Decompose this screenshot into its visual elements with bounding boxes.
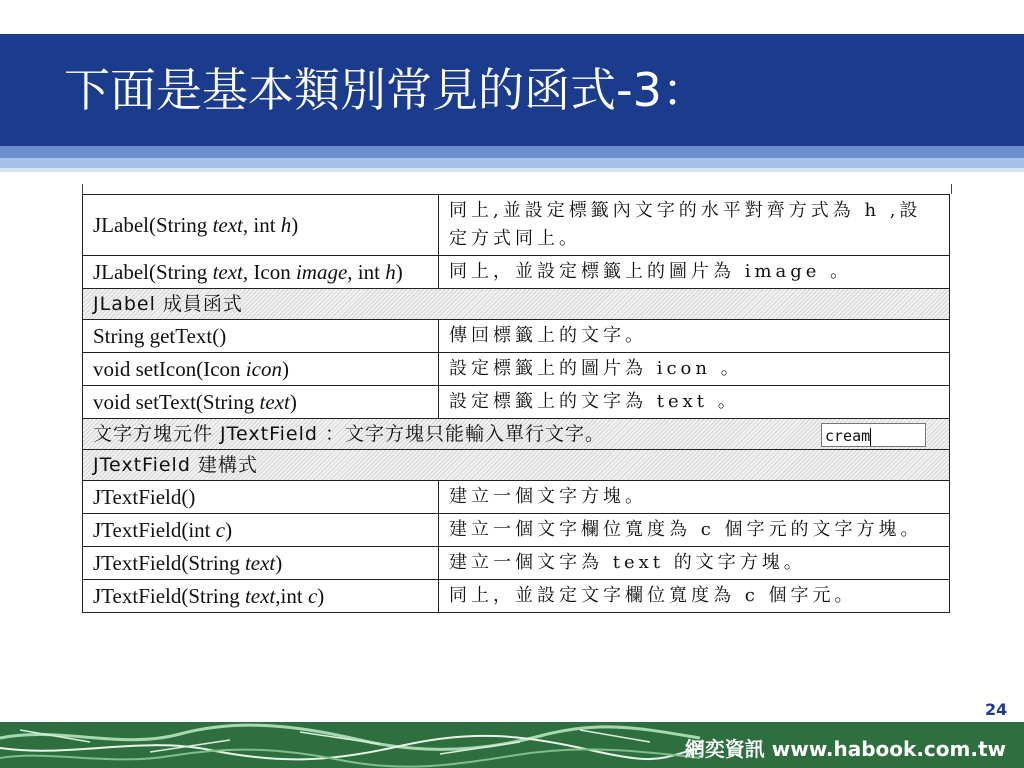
description-cell: 建立一個文字方塊。: [439, 481, 950, 514]
table-row: [83, 256, 950, 289]
method-cell: JTextField(): [83, 481, 439, 514]
method-cell: JLabel(String text, Icon image, int h): [83, 256, 439, 289]
description-cell: 建立一個文字為 text 的文字方塊。: [439, 547, 950, 580]
description-cell: 設定標籤上的圖片為 icon 。: [439, 353, 950, 386]
method-cell: void setText(String text): [83, 386, 439, 419]
method-cell: String getText(): [83, 320, 439, 353]
table-row: [83, 547, 950, 580]
title-stripe: [0, 158, 1024, 168]
table-cropped-top: [82, 184, 952, 194]
title-stripe: [0, 146, 1024, 158]
table-row: [83, 386, 950, 419]
section-row: [83, 419, 950, 450]
section-row: [83, 289, 950, 320]
section-row: [83, 450, 950, 481]
api-table: [82, 194, 950, 700]
demo-text-field-value: cream: [825, 427, 871, 445]
description-cell: 建立一個文字欄位寬度為 c 個字元的文字方塊。: [439, 514, 950, 547]
slide-top-band: [0, 0, 1024, 34]
table-row: [83, 481, 950, 514]
section-header: JTextField 建構式: [83, 450, 950, 481]
table-row: [83, 353, 950, 386]
section-header: JLabel 成員函式: [83, 289, 950, 320]
description-cell: 同上，並設定文字欄位寬度為 c 個字元。: [439, 580, 950, 613]
description-cell: 設定標籤上的文字為 text 。: [439, 386, 950, 419]
table-row: [83, 580, 950, 613]
text-caret: [870, 428, 871, 446]
title-stripe: [0, 168, 1024, 172]
demo-text-field[interactable]: [821, 423, 926, 447]
method-cell: void setIcon(Icon icon): [83, 353, 439, 386]
table-row: [83, 320, 950, 353]
table-row: [83, 514, 950, 547]
description-cell: 同上，並設定標籤上的圖片為 image 。: [439, 256, 950, 289]
section-header-textfield: [83, 419, 950, 450]
section-label: 文字方塊元件 JTextField ：文字方塊只能輸入單行文字。: [93, 423, 605, 445]
method-cell: JTextField(String text): [83, 547, 439, 580]
description-cell: 傳回標籤上的文字。: [439, 320, 950, 353]
method-cell: JTextField(int c): [83, 514, 439, 547]
page-number: 24: [985, 700, 1008, 719]
method-cell: JLabel(String text, int h): [83, 195, 439, 256]
footer-brand: 網奕資訊 www.habook.com.tw: [684, 737, 1006, 761]
slide-title: 下面是基本類別常見的函式-3：: [64, 63, 708, 117]
method-cell: JTextField(String text,int c): [83, 580, 439, 613]
description-cell: 同上,並設定標籤內文字的水平對齊方式為 h ,設定方式同上。: [439, 195, 950, 256]
table-row: [83, 195, 950, 256]
